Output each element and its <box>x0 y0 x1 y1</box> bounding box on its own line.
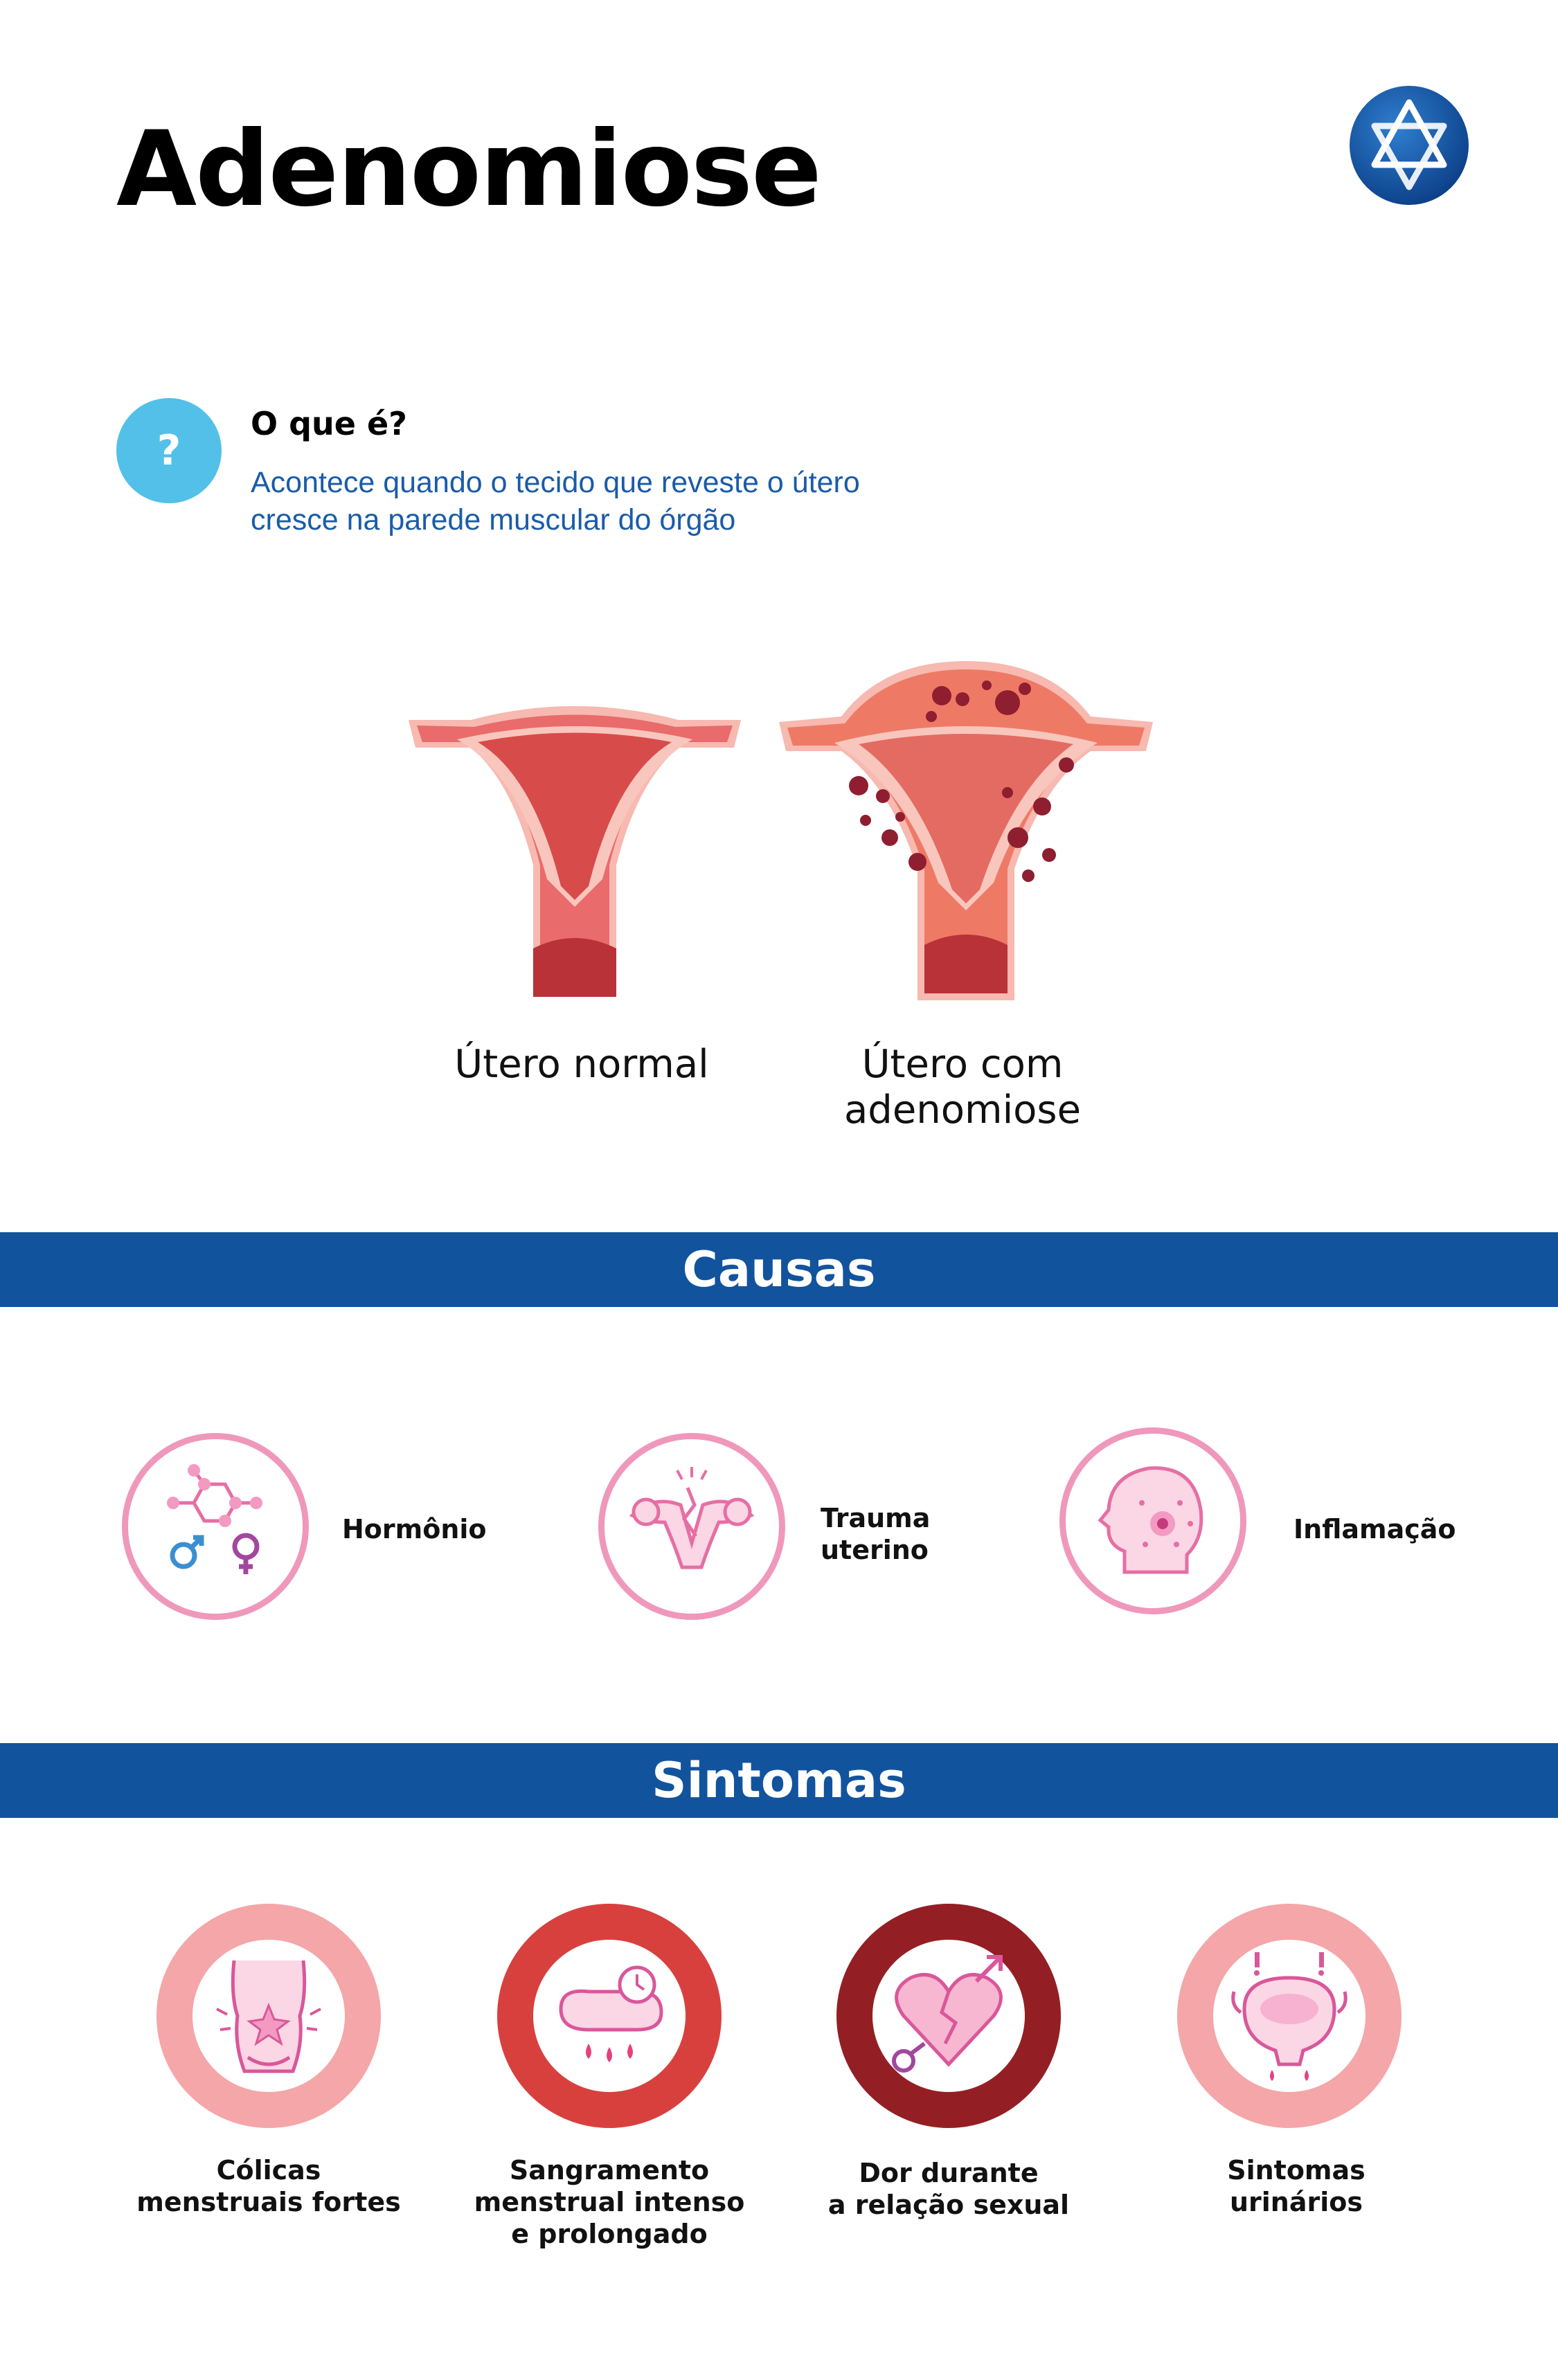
description-line: Acontece quando o tecido que reveste o útero <box>251 466 860 499</box>
hormone-molecule-icon <box>122 1433 309 1620</box>
inflamed-head-icon <box>1059 1427 1246 1614</box>
broken-heart-icon <box>836 1904 1061 2128</box>
label-line: Sangramento <box>509 2155 710 2185</box>
cause-label-trauma <box>821 1502 930 1566</box>
star-of-david-logo-icon <box>1347 83 1471 208</box>
label-line: Hormônio <box>342 1514 487 1544</box>
label-line: Cólicas <box>216 2155 321 2185</box>
question-icon: ? <box>116 398 222 503</box>
adenomyosis-uterus-label <box>796 1042 1129 1133</box>
symptom-label-cramps <box>109 2154 428 2218</box>
what-is-description <box>251 464 1012 539</box>
label-line: a relação sexual <box>827 2190 1070 2220</box>
label-line: adenomiose <box>843 1088 1082 1133</box>
label-line: Sintomas <box>1227 2155 1366 2185</box>
symptom-label-urinary <box>1137 2154 1456 2218</box>
cause-label-inflammation <box>1293 1513 1456 1545</box>
cause-label-hormone <box>342 1513 487 1545</box>
label-line: Útero com <box>861 1042 1064 1087</box>
label-line: e prolongado <box>511 2219 708 2249</box>
bladder-icon <box>1177 1904 1402 2128</box>
bleeding-pad-icon <box>497 1904 722 2128</box>
causes-section-header: Causas <box>0 1232 1558 1307</box>
cracked-uterus-icon <box>598 1433 785 1620</box>
cramps-abdomen-icon <box>156 1904 381 2128</box>
label-line: menstruais fortes <box>136 2187 401 2217</box>
symptom-label-pain <box>789 2157 1108 2221</box>
label-line: Trauma <box>821 1503 931 1533</box>
symptom-label-bleeding <box>450 2154 769 2250</box>
label-line: Dor durante <box>859 2158 1039 2188</box>
symptoms-section-header: Sintomas <box>0 1743 1558 1818</box>
adenomyosis-uterus-illustration <box>779 661 1153 1021</box>
normal-uterus-illustration <box>402 699 748 1018</box>
page-title: Adenomiose <box>116 109 821 230</box>
label-line: Inflamação <box>1293 1514 1456 1544</box>
normal-uterus-label: Útero normal <box>454 1042 709 1087</box>
description-line: cresce na parede muscular do órgão <box>251 503 736 537</box>
label-line: menstrual intenso <box>474 2187 745 2217</box>
label-line: uterino <box>821 1535 929 1565</box>
what-is-heading: O que é? <box>251 405 407 442</box>
label-line: urinários <box>1229 2187 1363 2217</box>
